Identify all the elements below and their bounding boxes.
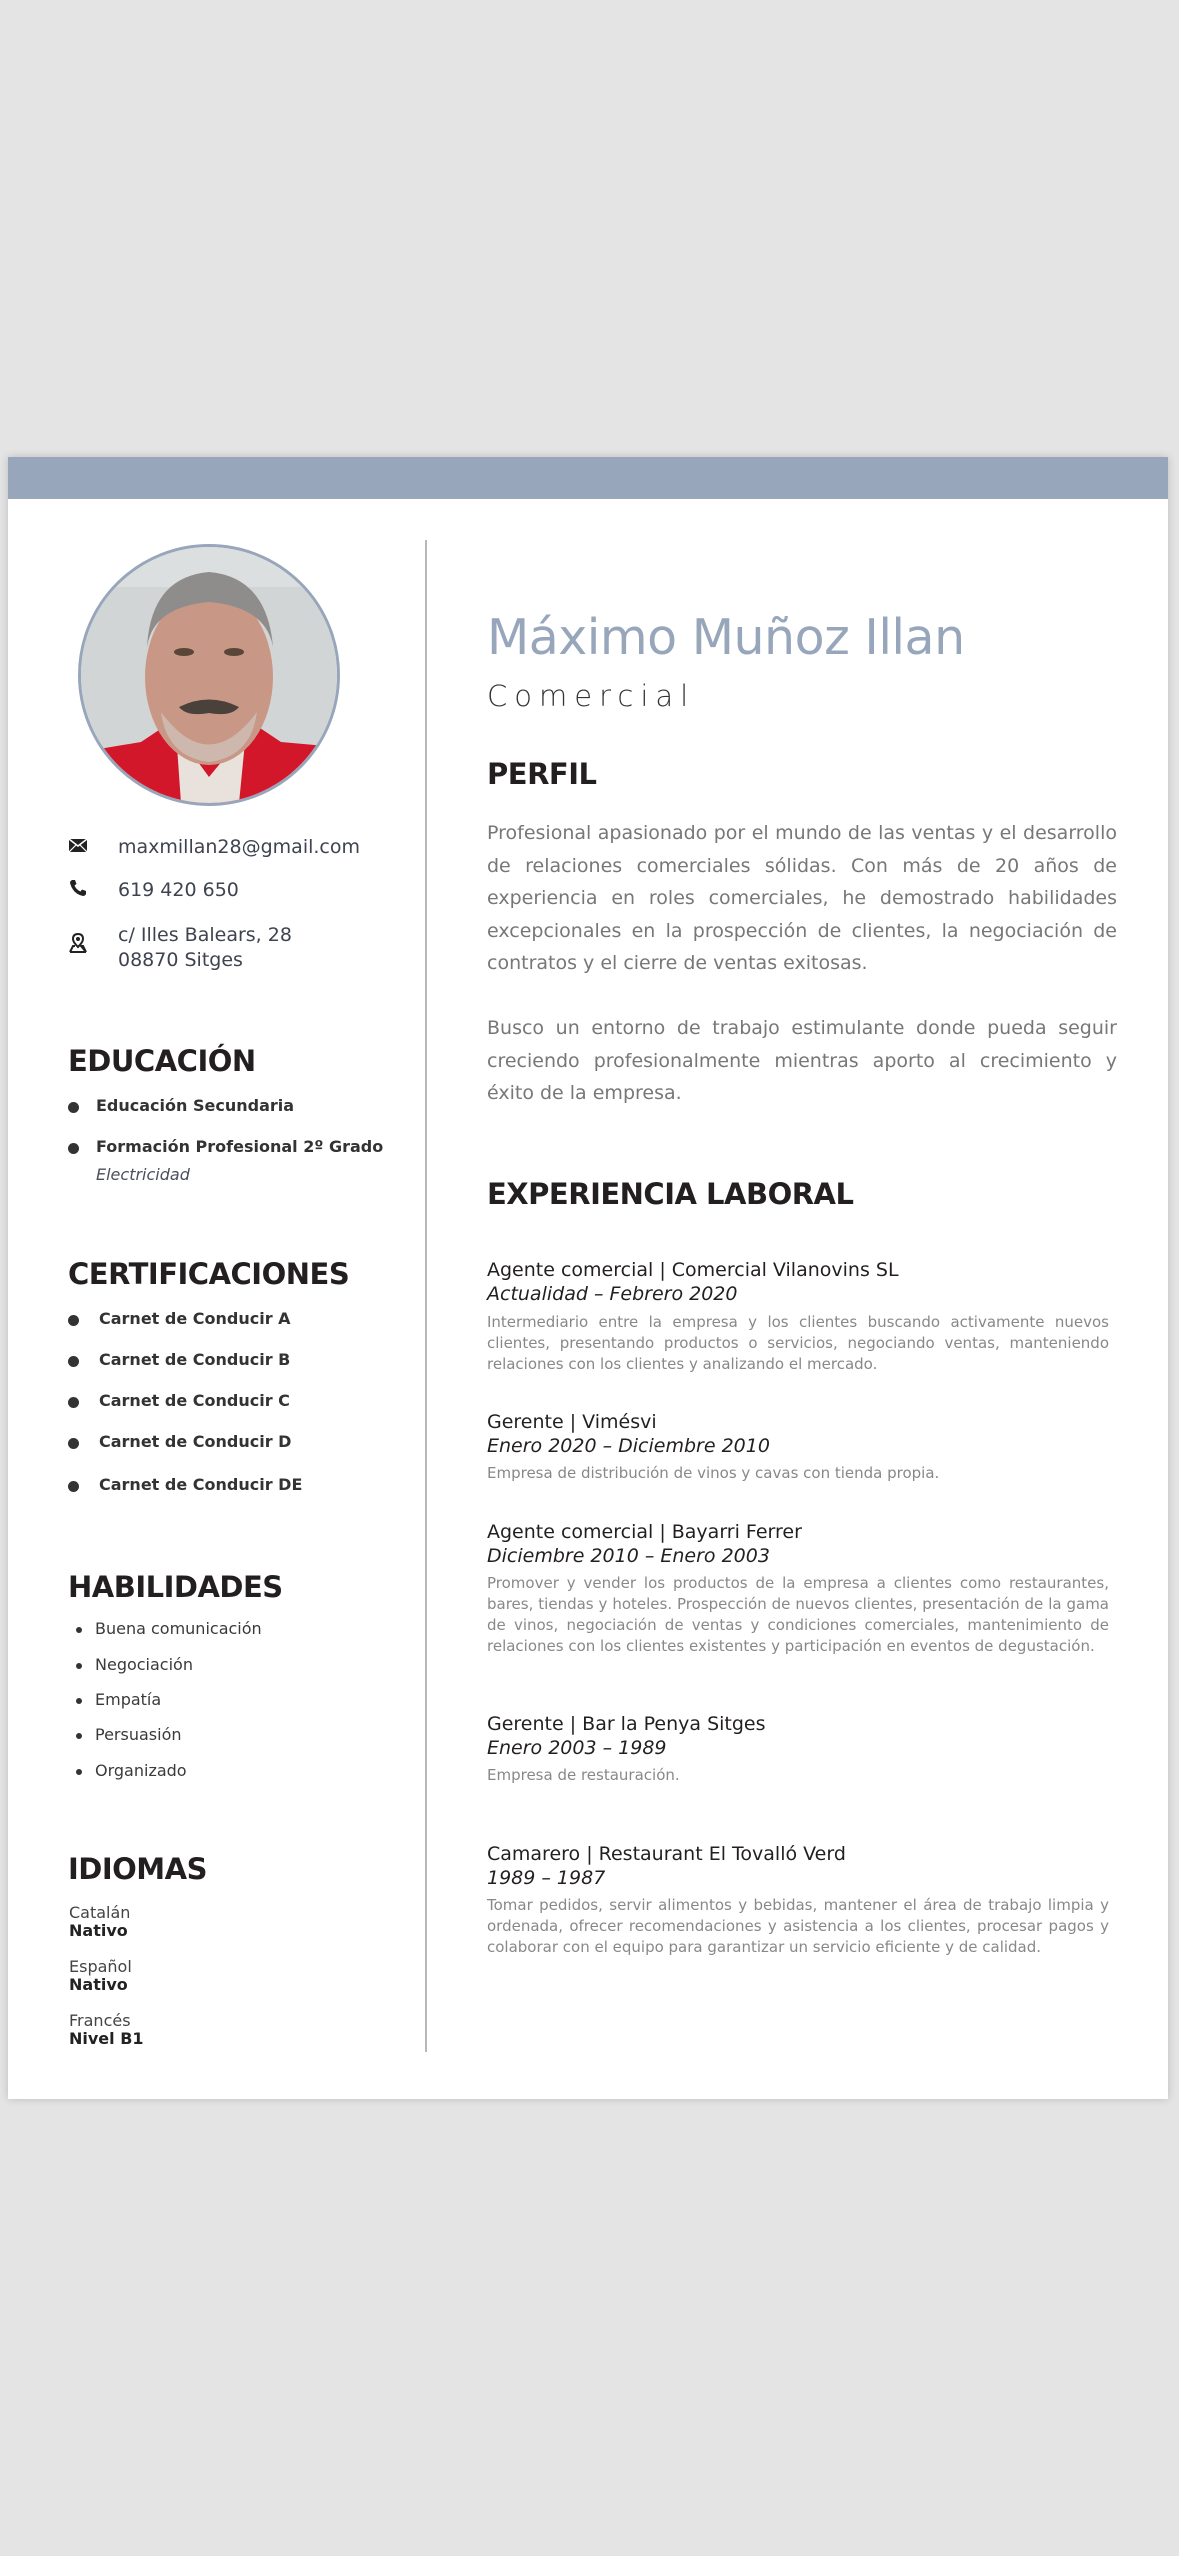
bullet-icon [68, 1315, 79, 1326]
envelope-icon [68, 835, 88, 855]
profile-photo [78, 544, 340, 806]
email-link[interactable]: maxmillan28@gmail.com [118, 836, 360, 858]
job-dates: Actualidad – Febrero 2020 [487, 1283, 738, 1305]
job-title: Agente comercial | Comercial Vilanovins SL [487, 1259, 899, 1281]
job-description: Tomar pedidos, servir alimentos y bebidas, mantener el área de trabajo limpia y ordenada, ofrecer recomendaciones y asistencia a los clientes, procesar pagos y colaborar con el equipo para garantizar un servicio eficiente y de calidad. [487, 1896, 1109, 1956]
phone-text: 619 420 650 [118, 879, 239, 901]
column-divider [425, 540, 427, 2052]
job-dates: Enero 2020 – Diciembre 2010 [487, 1435, 770, 1457]
language-name: Francés [69, 2011, 131, 2030]
candidate-name: Máximo Muñoz Illan [487, 609, 965, 666]
job-title: Camarero | Restaurant El Tovalló Verd [487, 1843, 846, 1865]
bullet-icon [68, 1481, 79, 1492]
address-line1: c/ Illes Balears, 28 [118, 924, 292, 946]
bullet-icon [68, 1143, 79, 1154]
languages-heading: IDIOMAS [68, 1852, 207, 1886]
language-level: Nativo [69, 1975, 128, 1994]
job-dates: Diciembre 2010 – Enero 2003 [487, 1545, 770, 1567]
bullet-icon [76, 1627, 82, 1633]
bullet-icon [76, 1769, 82, 1775]
job-description: Promover y vender los productos de la empresa a clientes como restaurantes, bares, tiendas y hoteles. Prospección de nuevos clientes, presentación de la gama de vinos, negociación de ventas y condiciones comerciales, mantenimiento de relaciones con los clientes existentes y participación en eventos de degustación. [487, 1574, 1109, 1655]
language-level: Nativo [69, 1921, 128, 1940]
job-dates: 1989 – 1987 [487, 1867, 606, 1889]
education-item-detail: Electricidad [96, 1165, 190, 1184]
language-level: Nivel B1 [69, 2029, 144, 2048]
resume-page: maxmillan28@gmail.com 619 420 650 c/ Illes Balears, 28 08870 Sitges EDUCACIÓN Educación Secundaria Formación Profesional 2º Grado Electricidad CERTIFICACIONES Carnet de Conducir A Carnet de Conducir B Carnet de Conducir C Carnet de Conducir D Carnet de Conducir DE HABILIDADES Buena comunicación Negociación Empatía Persuasión Organizado IDIOMAS Catalán Nativo Español Nativo Francés Nivel B1 Máximo Muñoz Illan Comercial PERFIL Profesional apasionado por el mundo de las ventas y el desarrollo de relaciones comerciales sólidas. Con más de 20 años de experiencia en roles comerciales, he demostrado habilidades excepcionales en la prospección de clientes, la negociación de contratos y el cierre de ventas exitosas. Busco un entorno de trabajo estimulante donde pueda seguir creciendo profesionalmente mientras aporto al crecimiento y éxito de la empresa. EXPERIENCIA LABORAL Agente comercial | Comercial Vilanovins SL Actualidad – Febrero 2020 Intermediario entre la empresa y los clientes buscando activamente nuevos clientes, presentando productos o servicios, negociando ventas, manteniendo relaciones con los clientes y analizando el mercado. Gerente | Vimésvi Enero 2020 – Diciembre 2010 Empresa de distribución de vinos y cavas con tienda propia. Agente comercial | Bayarri Ferrer Diciembre 2010 – Enero 2003 Promover y vender los productos de la empresa a clientes como restaurantes, bares, tiendas y hoteles. Prospección de nuevos clientes, presentación de la gama de vinos, negociación de ventas y condiciones comerciales, mantenimiento de relaciones con los clientes existentes y participación en eventos de degustación. Gerente | Bar la Penya Sitges Enero 2003 – 1989 Empresa de restauración. Camarero | Restaurant El Tovalló Verd 1989 – 1987 Tomar pedidos, servir alimentos y bebidas, mantener el área de trabajo limpia y ordenada, ofrecer recomendaciones y asistencia a los clientes, procesar pagos y colaborar con el equipo para garantizar un servicio eficiente y de calidad. [8, 457, 1168, 2099]
profile-paragraph: Busco un entorno de trabajo estimulante donde pueda seguir creciendo profesionalmente mientras aporto al crecimiento y éxito de la empresa. [487, 1017, 1117, 1104]
bullet-icon [68, 1397, 79, 1408]
job-description: Empresa de restauración. [487, 1766, 680, 1784]
bullet-icon [68, 1102, 79, 1113]
portrait-image [81, 547, 337, 803]
map-pin-icon [68, 933, 88, 953]
job-description: Empresa de distribución de vinos y cavas con tienda propia. [487, 1464, 940, 1482]
profile-heading: PERFIL [487, 757, 597, 791]
job-dates: Enero 2003 – 1989 [487, 1737, 667, 1759]
bullet-icon [76, 1733, 82, 1739]
address-line2: 08870 Sitges [118, 949, 243, 971]
language-name: Español [69, 1957, 132, 1976]
phone-icon [68, 878, 88, 898]
experience-heading: EXPERIENCIA LABORAL [487, 1177, 854, 1211]
bullet-icon [68, 1438, 79, 1449]
language-name: Catalán [69, 1903, 131, 1922]
header-band [8, 457, 1168, 499]
profile-paragraph: Profesional apasionado por el mundo de las ventas y el desarrollo de relaciones comerciales sólidas. Con más de 20 años de experiencia en roles comerciales, he demostrado habilidades excepcionales en la prospección de clientes, la negociación de contratos y el cierre de ventas exitosas. [487, 822, 1117, 974]
job-title: Gerente | Vimésvi [487, 1411, 657, 1433]
certifications-heading: CERTIFICACIONES [68, 1257, 350, 1291]
skills-heading: HABILIDADES [68, 1570, 283, 1604]
bullet-icon [76, 1663, 82, 1669]
bullet-icon [76, 1698, 82, 1704]
candidate-role: Comercial [487, 679, 696, 713]
bullet-icon [68, 1356, 79, 1367]
education-heading: EDUCACIÓN [68, 1044, 256, 1078]
job-title: Gerente | Bar la Penya Sitges [487, 1713, 766, 1735]
job-title: Agente comercial | Bayarri Ferrer [487, 1521, 802, 1543]
job-description: Intermediario entre la empresa y los clientes buscando activamente nuevos clientes, presentando productos o servicios, negociando ventas, manteniendo relaciones con los clientes y analizando el mercado. [487, 1313, 1109, 1373]
